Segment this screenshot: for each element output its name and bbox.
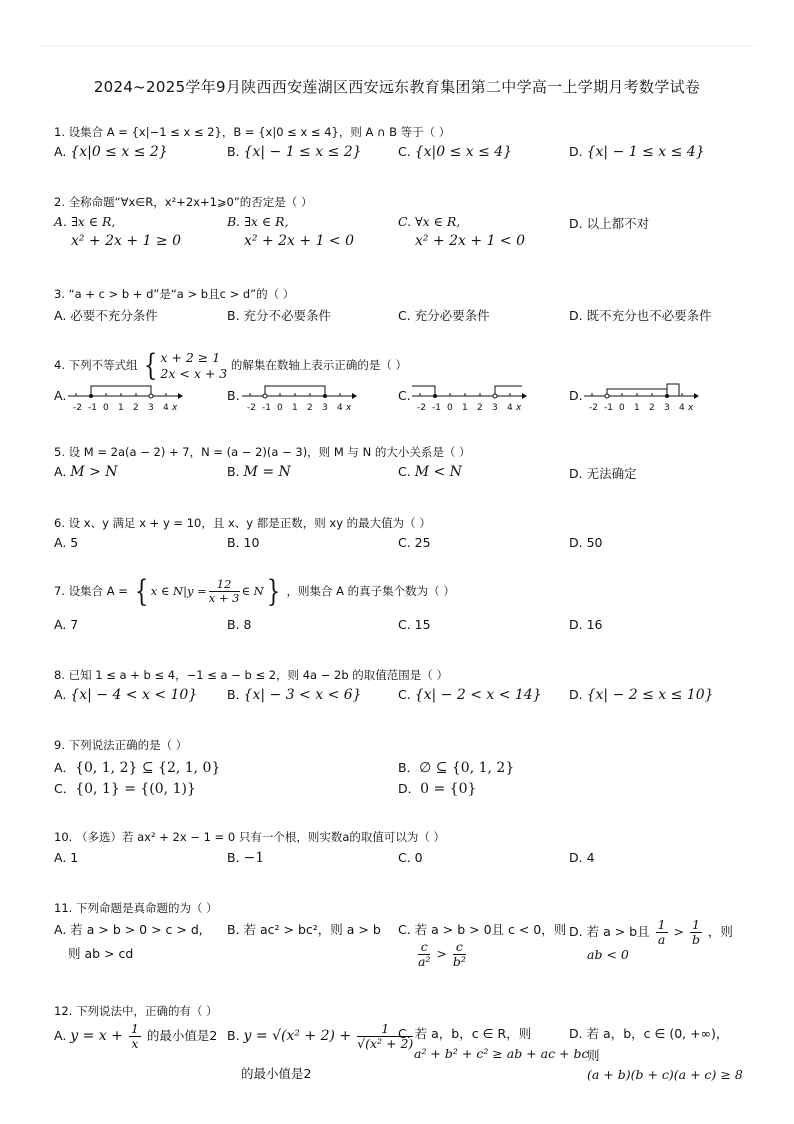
tick-label: 4	[679, 403, 685, 413]
option-math: −1	[243, 850, 265, 866]
option-line-1: A. ∃x ∈ R,	[54, 214, 116, 229]
fraction	[418, 940, 430, 969]
tick-label: -2	[247, 403, 256, 413]
q5-option-a[interactable]	[54, 464, 118, 480]
option-line-2: x² + 2x + 1 < 0	[415, 233, 526, 249]
option-letter: B.	[227, 1027, 240, 1043]
tick-label: 3	[322, 403, 328, 413]
q9-stem: 9. 下列说法正确的是（ ）	[54, 738, 188, 752]
option-line-1: C. 若 a，b，c ∈ R，则	[398, 1026, 532, 1041]
q10-option-a[interactable]: A. 1	[54, 850, 79, 865]
greater-sign: >	[436, 945, 447, 961]
q10-option-c[interactable]: C. 0	[398, 850, 423, 865]
q1-option-a[interactable]	[54, 144, 168, 160]
tick-label: 2	[477, 403, 483, 413]
q12-option-b[interactable]	[227, 1022, 415, 1051]
option-letter: B．	[398, 760, 420, 775]
fraction	[453, 940, 466, 969]
option-math: {0, 1} = {(0, 1)}	[75, 781, 196, 797]
q7-option-b[interactable]: B. 8	[227, 617, 252, 632]
system-line-1: x + 2 ≥ 1	[160, 350, 221, 365]
option-math: y = x +	[70, 1027, 123, 1044]
tick-label: 0	[277, 403, 283, 413]
option-then: 则	[587, 1048, 600, 1063]
option-letter: D.	[569, 687, 583, 702]
option-line-2: 则 ab > cd	[68, 946, 134, 961]
tick-label: 0	[447, 403, 453, 413]
tick-label: 3	[492, 403, 498, 413]
axis-label: x	[688, 403, 694, 413]
option-math: M > N	[70, 464, 118, 480]
q5-option-c[interactable]	[398, 464, 462, 480]
tick-label: 2	[133, 403, 139, 413]
tick-label: -2	[417, 403, 426, 413]
tick-label: 1	[462, 403, 468, 413]
q12-option-a[interactable]	[54, 1022, 217, 1051]
q8-option-d[interactable]	[569, 687, 714, 703]
tick-label: 1	[634, 403, 640, 413]
option-math: M = N	[243, 464, 291, 480]
header-rule	[38, 45, 756, 46]
q11-stem: 11. 下列命题是真命题的为（ ）	[54, 901, 218, 915]
q6-stem: 6. 设 x、y 满足 x + y = 10，且 x、y 都是正数，则 xy 的最大值为（ ）	[54, 516, 431, 530]
q6-option-b[interactable]: B. 10	[227, 535, 260, 550]
q8-option-c[interactable]	[398, 687, 542, 703]
option-line-1: B. ∃x ∈ R,	[227, 214, 289, 229]
option-math: 0 = {0}	[420, 781, 477, 797]
q3-option-a[interactable]: A. 必要不充分条件	[54, 308, 158, 323]
option-letter: A.	[54, 687, 67, 702]
q4-option-c-numberline[interactable]	[410, 380, 530, 414]
solution-bracket-left	[412, 386, 435, 396]
fraction	[690, 918, 702, 947]
greater-sign: >	[673, 923, 684, 939]
q6-option-c[interactable]: C. 25	[398, 535, 431, 550]
tick-label: 2	[649, 403, 655, 413]
q12-option-d[interactable]	[569, 1024, 773, 1082]
option-line-2: ab < 0	[587, 946, 629, 962]
denominator: x	[131, 1035, 139, 1051]
q3-option-b[interactable]: B. 充分不必要条件	[227, 308, 332, 323]
denominator: x + 3	[208, 591, 240, 605]
option-math: {x|0 ≤ x ≤ 4}	[414, 144, 513, 160]
option-letter: C.	[398, 687, 411, 702]
right-brace: }	[266, 574, 280, 609]
option-text-tail: ，则	[707, 923, 733, 939]
numerator: 12	[209, 578, 240, 592]
tick-label: -2	[589, 403, 598, 413]
option-line-2: x² + 2x + 1 < 0	[244, 233, 355, 249]
option-letter: B.	[227, 687, 240, 702]
option-math: ∅ ⊆ {0, 1, 2}	[419, 760, 515, 776]
tick-label: -1	[604, 403, 613, 413]
q4-option-d-label: D.	[569, 388, 583, 403]
option-line-1: A. 若 a > b > 0 > c > d,	[54, 922, 203, 937]
fraction	[656, 918, 668, 947]
q5-stem: 5. 设 M = 2a(a − 2) + 7，N = (a − 2)(a − 3)，则 M 与 N 的大小关系是（ ）	[54, 445, 471, 459]
option-math: {x| − 2 < x < 14}	[414, 687, 542, 703]
q2-stem: 2. 全称命题“∀x∈R，x²+2x+1⩾0”的否定是（ ）	[54, 195, 313, 209]
q2-option-d[interactable]: D. 以上都不对	[569, 216, 650, 231]
set-left: x ∈ N|y =	[150, 584, 207, 598]
axis-label: x	[516, 403, 522, 413]
q2-option-c[interactable]	[398, 214, 525, 249]
q5-option-d[interactable]: D. 无法确定	[569, 466, 637, 481]
q7-option-c[interactable]: C. 15	[398, 617, 431, 632]
option-line-1: D. 若 a，b，c ∈ (0, +∞)，	[569, 1026, 729, 1041]
option-line-2: x² + 2x + 1 ≥ 0	[71, 233, 182, 249]
option-math: {x|0 ≤ x ≤ 2}	[70, 144, 168, 160]
tick-label: 3	[664, 403, 670, 413]
q4-stem	[54, 348, 408, 384]
q12-option-b-tail: 的最小值是2	[241, 1066, 312, 1081]
q3-stem: 3. “a + c > b + d”是“a > b且c > d”的（ ）	[54, 287, 295, 301]
option-letter: A.	[54, 464, 67, 479]
tick-label: 2	[307, 403, 313, 413]
q4-option-b-numberline[interactable]	[240, 380, 360, 414]
q7-option-d[interactable]: D. 16	[569, 617, 603, 632]
q7-option-a[interactable]: A. 7	[54, 617, 79, 632]
denominator: a	[657, 931, 666, 947]
q10-stem: 10. （多选）若 ax² + 2x − 1 = 0 只有一个根，则实数a的取值可以为（ ）	[54, 830, 446, 844]
option-letter: B.	[227, 850, 240, 865]
tick-label: 4	[337, 403, 343, 413]
axis-label: x	[172, 403, 178, 413]
option-line-2: (a + b)(b + c)(a + c) ≥ 8	[587, 1067, 743, 1082]
option-letter: A.	[54, 1027, 67, 1043]
q1-option-d[interactable]	[569, 144, 705, 160]
option-letter: A.	[54, 144, 67, 159]
option-letter: D.	[569, 144, 583, 159]
numerator: c	[453, 940, 466, 955]
q5-option-b[interactable]	[227, 464, 291, 480]
option-line-1: C. ∀x ∈ R,	[398, 214, 461, 229]
q11-option-a[interactable]	[54, 920, 203, 962]
denominator: b	[691, 931, 700, 947]
q6-option-a[interactable]: A. 5	[54, 535, 79, 550]
q8-option-a[interactable]	[54, 687, 197, 703]
q12-option-c[interactable]	[398, 1024, 589, 1061]
q3-option-c[interactable]: C. 充分必要条件	[398, 308, 490, 323]
q4-option-b-label: B.	[227, 388, 240, 403]
option-line-1	[569, 918, 733, 947]
q6-option-d[interactable]: D. 50	[569, 535, 603, 550]
option-letter: C.	[398, 144, 411, 159]
q2-option-b[interactable]	[227, 214, 354, 249]
q10-option-d[interactable]: D. 4	[569, 850, 595, 865]
option-letter: B.	[227, 464, 240, 479]
option-letter: B.	[227, 144, 240, 159]
option-letter: A．	[54, 760, 76, 775]
option-text: 若 a > b且	[586, 923, 650, 939]
option-math: y = √(x² + 2) +	[243, 1027, 352, 1044]
numerator: 1	[130, 1021, 139, 1036]
denominator: √(x² + 2)	[357, 1035, 414, 1051]
numerator: 1	[357, 1022, 413, 1037]
q11-option-d[interactable]	[569, 918, 733, 962]
option-math: {0, 1, 2} ⊆ {2, 1, 0}	[75, 760, 221, 776]
exam-title: 2024~2025学年9月陕西西安莲湖区西安远东教育集团第二中学高一上学期月考数学试卷	[93, 78, 701, 96]
tick-label: 3	[148, 403, 154, 413]
tick-label: -1	[432, 403, 441, 413]
q1-option-c[interactable]	[398, 144, 512, 160]
q4-stem-pre: 4. 下列不等式组	[54, 358, 138, 373]
q8-stem: 8. 已知 1 ≤ a + b ≤ 4，−1 ≤ a − b ≤ 2，则 4a − 2b 的取值范围是（ ）	[54, 668, 448, 682]
tick-label: 1	[118, 403, 124, 413]
tick-label: 0	[619, 403, 625, 413]
q9-option-a[interactable]	[54, 758, 220, 776]
tick-label: 0	[103, 403, 109, 413]
option-math: {x| − 1 ≤ x ≤ 4}	[586, 144, 705, 160]
left-brace: {	[134, 574, 148, 609]
q7-stem-post: ，则集合 A 的真子集个数为（ ）	[286, 584, 455, 598]
tick-label: -1	[262, 403, 271, 413]
solution-bracket-right	[495, 386, 522, 396]
q9-option-c[interactable]	[54, 779, 196, 797]
tick-label: -2	[73, 403, 82, 413]
q11-option-c[interactable]	[398, 920, 566, 969]
q9-option-b[interactable]	[398, 758, 514, 776]
tick-label: 4	[507, 403, 513, 413]
option-letter: D.	[569, 923, 583, 939]
q7-stem-pre: 7. 设集合 A =	[54, 584, 128, 598]
q4-option-a-numberline[interactable]	[66, 380, 186, 414]
option-math: {x| − 2 ≤ x ≤ 10}	[586, 687, 714, 703]
q2-option-a[interactable]	[54, 214, 181, 249]
option-math: {x| − 4 < x < 10}	[70, 687, 198, 703]
fraction	[209, 578, 240, 604]
numerator: 1	[691, 917, 700, 932]
option-letter: D．	[398, 781, 421, 796]
left-brace: {	[144, 348, 158, 384]
option-line-2: a² + b² + c² ≥ ab + ac + bc	[414, 1046, 589, 1061]
q10-option-b[interactable]	[227, 850, 264, 866]
option-text: 的最小值是2	[146, 1027, 218, 1043]
denominator: a²	[418, 953, 431, 969]
q4-option-c-label: C.	[398, 388, 411, 403]
denominator: b²	[452, 953, 466, 969]
option-inequality	[416, 940, 566, 969]
q7-stem	[54, 574, 455, 609]
option-letter: C．	[54, 781, 76, 796]
inequality-system	[160, 350, 227, 381]
q4-option-d-numberline[interactable]	[582, 380, 702, 414]
numerator: 1	[657, 917, 666, 932]
option-line-1: C. 若 a > b > 0且 c < 0，则	[398, 922, 567, 937]
option-letter: C.	[398, 464, 411, 479]
q8-option-b[interactable]	[227, 687, 362, 703]
option-math: {x| − 3 < x < 6}	[243, 687, 362, 703]
q4-option-a-label: A.	[54, 388, 67, 403]
q11-option-b[interactable]: B. 若 ac² > bc²，则 a > b	[227, 922, 381, 937]
tick-label: 4	[163, 403, 169, 413]
fraction	[129, 1022, 141, 1051]
q12-stem: 12. 下列说法中，正确的有（ ）	[54, 1004, 218, 1018]
solution-bracket-right	[667, 384, 679, 396]
q9-option-d[interactable]	[398, 779, 476, 797]
q3-option-d[interactable]: D. 既不充分也不必要条件	[569, 308, 712, 323]
system-line-2: 2x < x + 3	[160, 365, 228, 381]
tick-label: 1	[292, 403, 298, 413]
q1-stem: 1. 设集合 A = {x|−1 ≤ x ≤ 2}，B = {x|0 ≤ x ≤ 4}，则 A ∩ B 等于（ ）	[54, 125, 451, 139]
tick-label: -1	[88, 403, 97, 413]
q4-stem-post: 的解集在数轴上表示正确的是（ ）	[230, 358, 408, 373]
set-right: ∈ N	[241, 584, 264, 598]
q1-option-b[interactable]	[227, 144, 362, 160]
option-math: {x| − 1 ≤ x ≤ 2}	[243, 144, 362, 160]
option-math: M < N	[414, 464, 462, 480]
numerator: c	[418, 940, 430, 955]
axis-label: x	[346, 403, 352, 413]
